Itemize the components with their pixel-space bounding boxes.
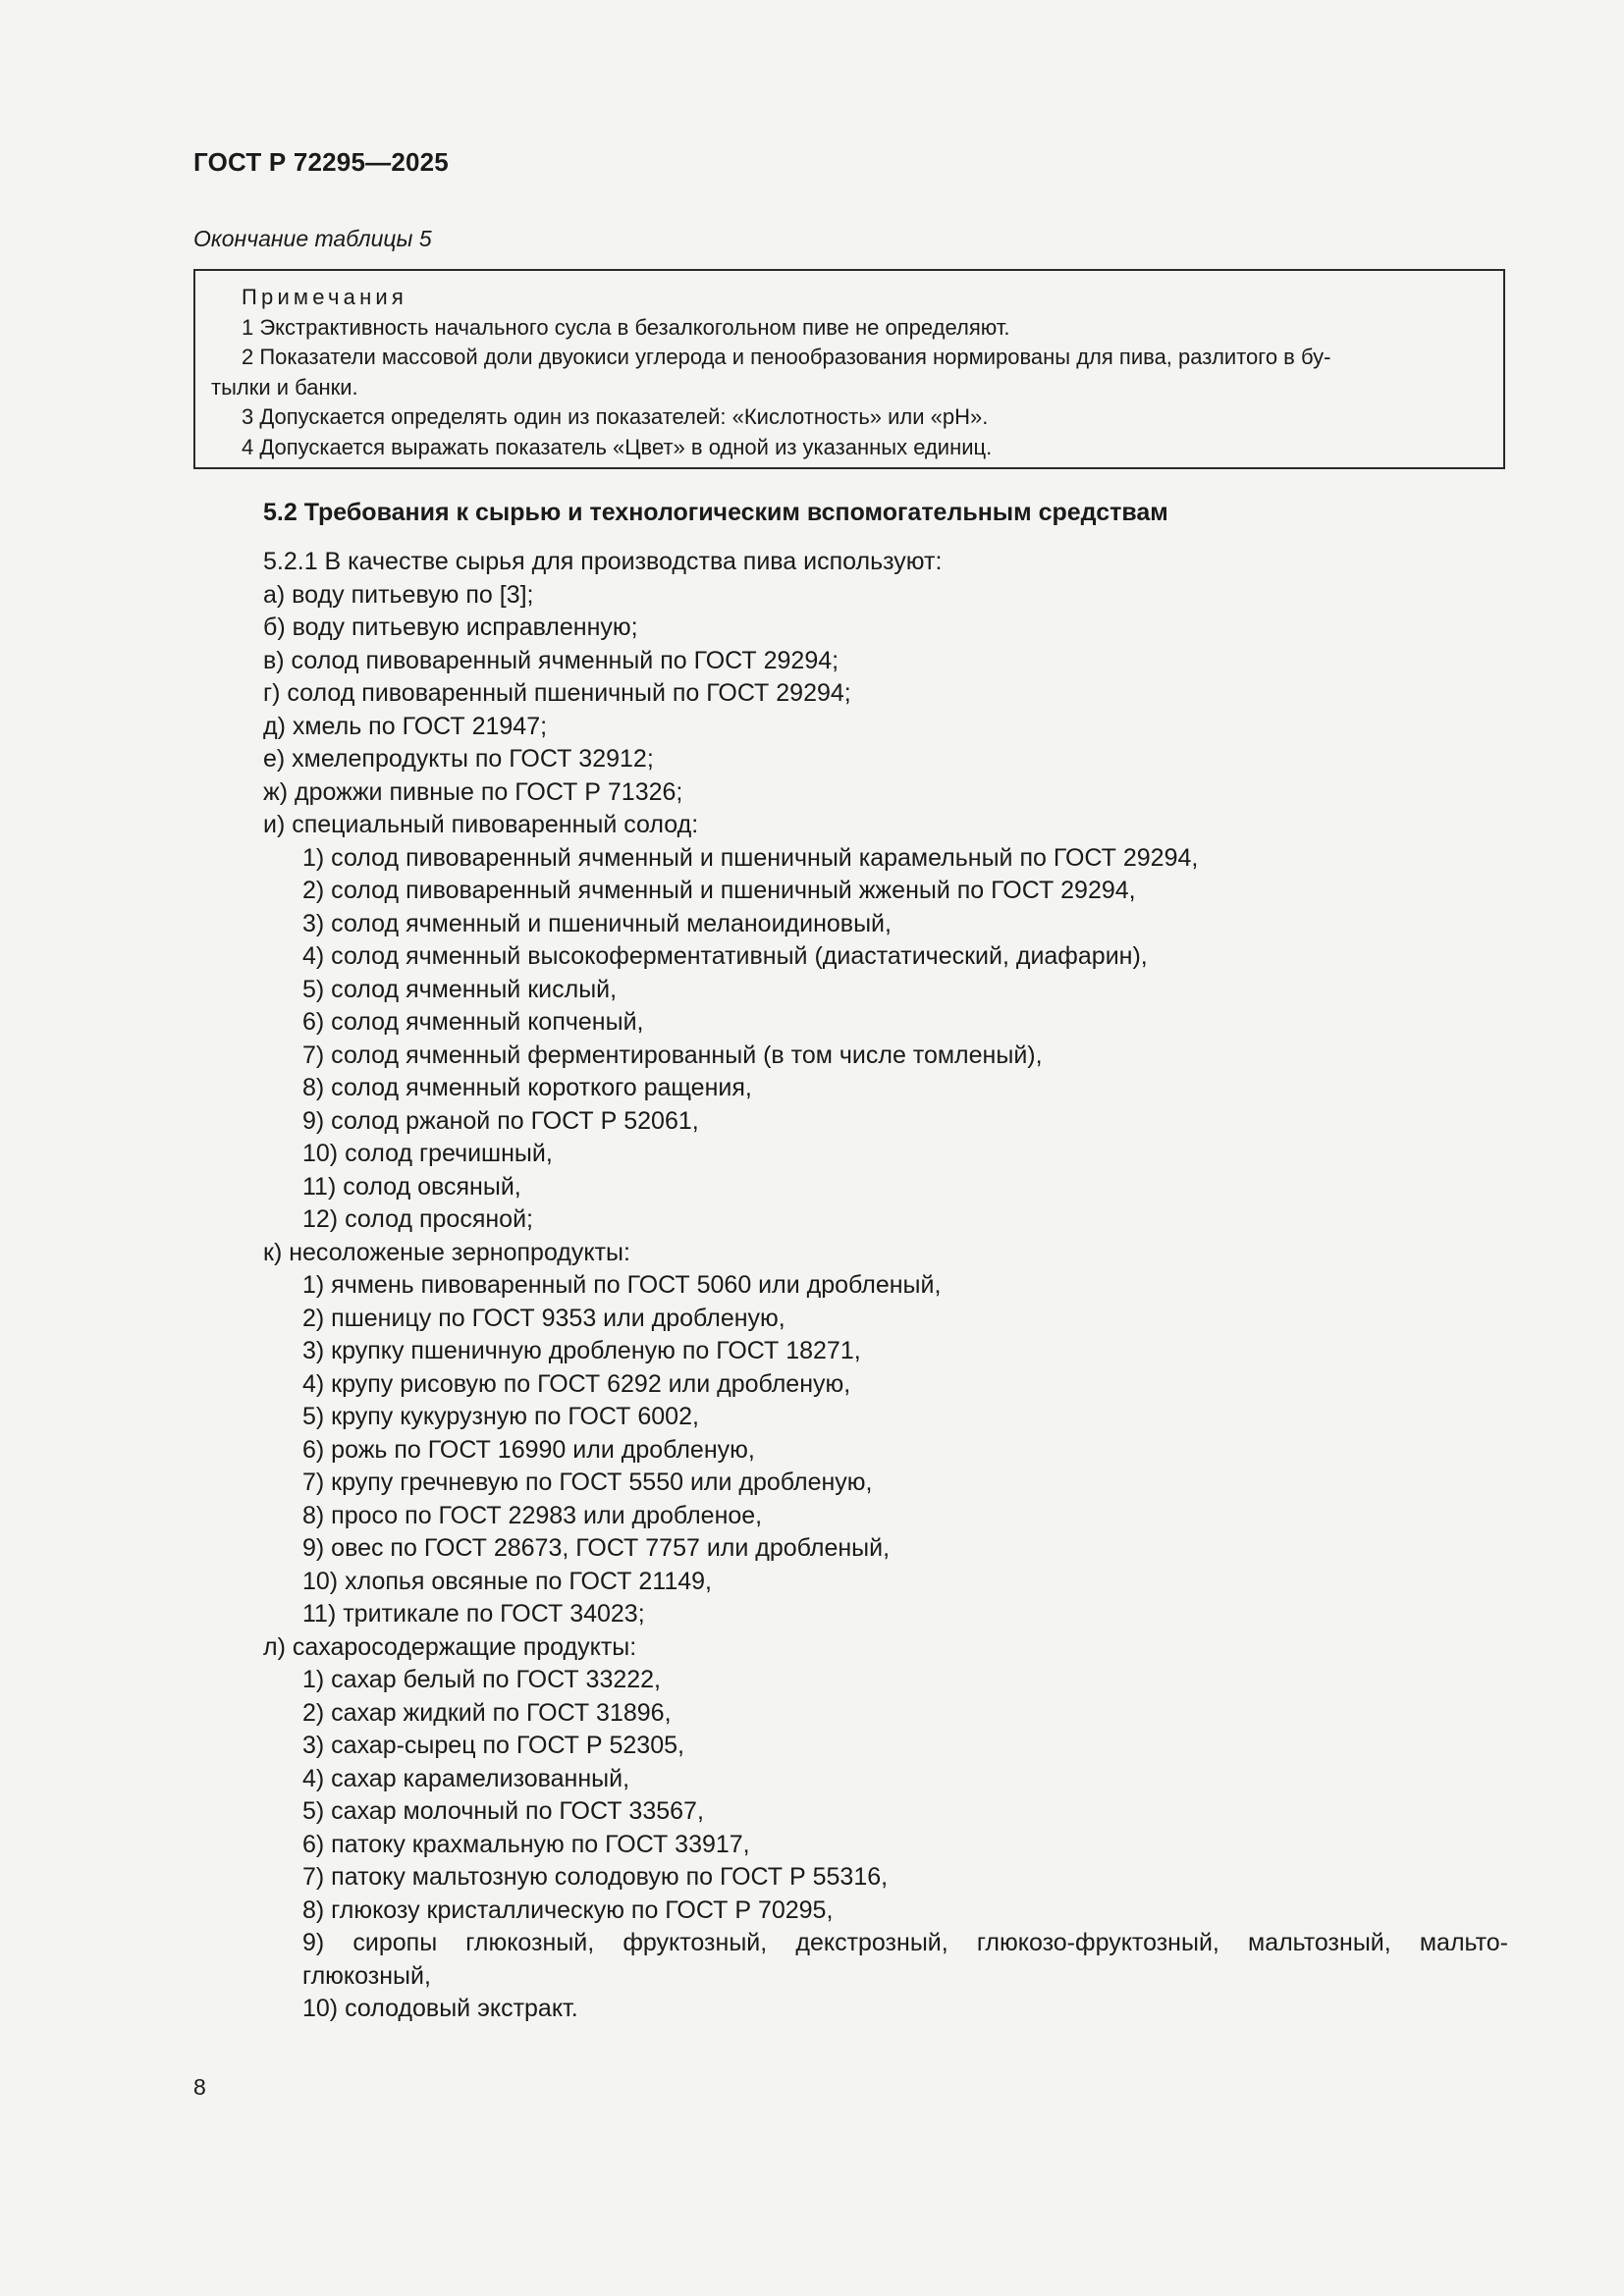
sub-list-item: 10) солодовый экстракт. — [302, 1995, 578, 2022]
sub-list-item: 3) сахар-сырец по ГОСТ Р 52305, — [302, 1732, 684, 1759]
note-item: 2 Показатели массовой доли двуокиси углерода и пенообразования нормированы для пива, разлитого в бу- — [242, 345, 1331, 369]
document-header: ГОСТ Р 72295—2025 — [193, 147, 449, 177]
sub-list-item: 1) солод пивоваренный ячменный и пшеничный карамельный по ГОСТ 29294, — [302, 843, 1199, 872]
sub-list-item: 5) сахар молочный по ГОСТ 33567, — [302, 1797, 704, 1825]
sub-list-item: 3) солод ячменный и пшеничный меланоидиновый, — [302, 909, 892, 937]
list-item: е) хмелепродукты по ГОСТ 32912; — [263, 745, 654, 773]
list-item: ж) дрожжи пивные по ГОСТ Р 71326; — [263, 777, 683, 806]
sub-list-item-continuation: глюкозный, — [302, 1961, 431, 1990]
list-item: в) солод пивоваренный ячменный по ГОСТ 29294; — [263, 646, 839, 674]
sub-list-item: 7) патоку мальтозную солодовую по ГОСТ Р 55316, — [302, 1863, 889, 1891]
section-body — [263, 546, 1508, 2026]
sub-list-item: 8) просо по ГОСТ 22983 или дробленое, — [302, 1501, 763, 1529]
sub-list-item: 2) пшеницу по ГОСТ 9353 или дробленую, — [302, 1304, 785, 1332]
sub-list-item: 4) сахар карамелизованный, — [302, 1764, 630, 1792]
list-item: а) воду питьевую по [3]; — [263, 580, 534, 609]
sub-list-item: 5) солод ячменный кислый, — [302, 975, 618, 1003]
list-item: б) воду питьевую исправленную; — [263, 614, 638, 641]
note-item: 1 Экстрактивность начального сусла в безалкогольном пиве не определяют. — [242, 314, 1010, 340]
list-item: г) солод пивоваренный пшеничный по ГОСТ 29294; — [263, 679, 851, 707]
sub-list-item: 8) солод ячменный короткого ращения, — [302, 1074, 752, 1101]
sub-list-item: 10) хлопья овсяные по ГОСТ 21149, — [302, 1567, 712, 1595]
sub-list-item: 11) солод овсяный, — [302, 1172, 521, 1201]
sub-list-item: 7) крупу гречневую по ГОСТ 5550 или дробленую, — [302, 1468, 873, 1496]
note-item: 4 Допускается выражать показатель «Цвет» в одной из указанных единиц. — [242, 434, 993, 459]
sub-list-item: 7) солод ячменный ферментированный (в том числе томленый), — [302, 1041, 1043, 1069]
list-item: и) специальный пивоваренный солод: — [263, 811, 699, 838]
sub-list-item: 2) солод пивоваренный ячменный и пшеничный жженый по ГОСТ 29294, — [302, 877, 1136, 904]
sub-list-item: 9) солод ржаной по ГОСТ Р 52061, — [302, 1106, 699, 1135]
sub-list-item: 1) ячмень пивоваренный по ГОСТ 5060 или дробленый, — [302, 1271, 942, 1299]
sub-list-item: 4) солод ячменный высокоферментативный (диастатический, диафарин), — [302, 942, 1148, 970]
note-item-continuation: тылки и банки. — [211, 374, 358, 400]
list-item: д) хмель по ГОСТ 21947; — [263, 712, 548, 740]
sub-list-item: 9) сиропы глюкозный, фруктозный, декстрозный, глюкозо-фруктозный, мальтозный, мальто- — [302, 1929, 1508, 1956]
sub-list-item: 3) крупку пшеничную дробленую по ГОСТ 18271, — [302, 1337, 861, 1364]
sub-list-item: 5) крупу кукурузную по ГОСТ 6002, — [302, 1403, 699, 1430]
sub-list-item: 2) сахар жидкий по ГОСТ 31896, — [302, 1698, 672, 1727]
list-item: к) несоложеные зернопродукты: — [263, 1238, 630, 1266]
section-heading: 5.2 Требования к сырью и технологическим вспомогательным средствам — [263, 499, 1168, 526]
sub-list-item: 12) солод просяной; — [302, 1205, 533, 1233]
list-item: л) сахаросодержащие продукты: — [263, 1632, 637, 1661]
sub-list-item: 6) рожь по ГОСТ 16990 или дробленую, — [302, 1435, 755, 1464]
notes-heading: Примечания — [242, 285, 408, 309]
sub-list-item: 6) патоку крахмальную по ГОСТ 33917, — [302, 1830, 750, 1858]
sub-list-item: 8) глюкозу кристаллическую по ГОСТ Р 70295, — [302, 1896, 834, 1924]
sub-list-item: 4) крупу рисовую по ГОСТ 6292 или дробленую, — [302, 1369, 851, 1398]
sub-list-item: 9) овес по ГОСТ 28673, ГОСТ 7757 или дробленый, — [302, 1534, 891, 1562]
sub-list-item: 6) солод ячменный копченый, — [302, 1008, 644, 1036]
sub-list-item: 1) сахар белый по ГОСТ 33222, — [302, 1666, 662, 1693]
note-item: 3 Допускается определять один из показателей: «Кислотность» или «рН». — [242, 404, 989, 429]
table-caption: Окончание таблицы 5 — [193, 226, 432, 251]
sub-list-item: 11) тритикале по ГОСТ 34023; — [302, 1600, 645, 1628]
clause-intro: 5.2.1 В качестве сырья для производства пива используют: — [263, 548, 943, 575]
notes-box — [193, 269, 1505, 469]
sub-list-item: 10) солод гречишный, — [302, 1140, 553, 1167]
page-number: 8 — [193, 2074, 206, 2100]
